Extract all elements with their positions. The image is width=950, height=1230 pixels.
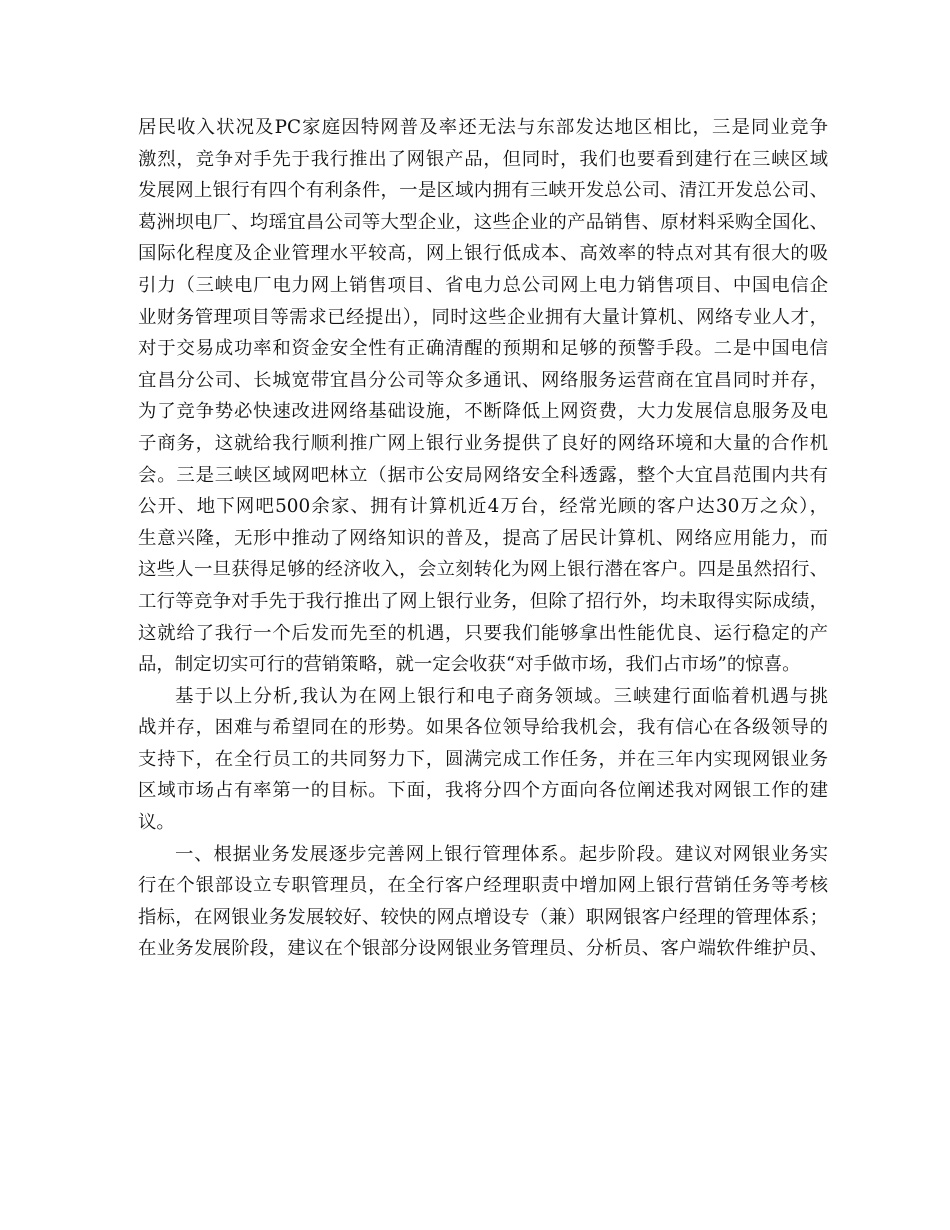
text-line: 国际化程度及企业管理水平较高，网上银行低成本、高效率的特点对其有很大的吸 xyxy=(138,243,828,265)
paragraph-3 xyxy=(138,839,828,965)
text-line: 议。 xyxy=(138,812,175,834)
text-line: 对于交易成功率和资金安全性有正确清醒的预期和足够的预警手段。二是中国电信 xyxy=(138,338,828,360)
text-line: 居民收入状况及PC家庭因特网普及率还无法与东部发达地区相比，三是同业竞争 xyxy=(138,117,828,138)
text-line: 为了竞争势必快速改进网络基础设施，不断降低上网资费，大力发展信息服务及电 xyxy=(138,401,828,423)
text-line: 一、根据业务发展逐步完善网上银行管理体系。起步阶段。建议对网银业务实 xyxy=(175,843,828,865)
paragraph-2 xyxy=(138,681,828,839)
text-line: 行在个银部设立专职管理员，在全行客户经理职责中增加网上银行营销任务等考核 xyxy=(138,875,828,897)
text-line: 子商务，这就给我行顺利推广网上银行业务提供了良好的网络环境和大量的合作机 xyxy=(138,432,828,454)
text-line: 宜昌分公司、长城宽带宜昌分公司等众多通讯、网络服务运营商在宜昌同时并存， xyxy=(138,369,828,391)
text-line: 发展网上银行有四个有利条件，一是区域内拥有三峡开发总公司、清江开发总公司、 xyxy=(138,180,828,202)
text-line: 工行等竞争对手先于我行推出了网上银行业务，但除了招行外，均未取得实际成绩， xyxy=(138,590,828,612)
text-line: 公开、地下网吧500余家、拥有计算机近4万台，经常光顾的客户达30万之众）， xyxy=(138,496,828,518)
text-line: 这就给了我行一个后发而先至的机遇，只要我们能够拿出性能优良、运行稳定的产 xyxy=(138,622,828,644)
text-line: 区域市场占有率第一的目标。下面，我将分四个方面向各位阐述我对网银工作的建 xyxy=(138,780,828,802)
text-line: 业财务管理项目等需求已经提出），同时这些企业拥有大量计算机、网络专业人才， xyxy=(138,306,828,328)
text-line: 这些人一旦获得足够的经济收入，会立刻转化为网上银行潜在客户。四是虽然招行、 xyxy=(138,559,828,581)
text-line: 会。三是三峡区域网吧林立（据市公安局网络安全科透露，整个大宜昌范围内共有 xyxy=(138,464,828,486)
text-line: 生意兴隆，无形中推动了网络知识的普及，提高了居民计算机、网络应用能力，而 xyxy=(138,527,828,549)
text-line: 基于以上分析,我认为在网上银行和电子商务领域。三峡建行面临着机遇与挑 xyxy=(175,685,828,707)
text-line: 战并存，困难与希望同在的形势。如果各位领导给我机会，我有信心在各级领导的 xyxy=(138,717,828,739)
text-line: 激烈，竞争对手先于我行推出了网银产品，但同时，我们也要看到建行在三峡区域 xyxy=(138,148,828,170)
document-body xyxy=(138,112,828,965)
text-line: 引力（三峡电厂电力网上销售项目、省电力总公司网上电力销售项目、中国电信企 xyxy=(138,274,828,296)
text-line: 指标，在网银业务发展较好、较快的网点增设专（兼）职网银客户经理的管理体系； xyxy=(138,906,828,928)
paragraph-1 xyxy=(138,112,828,681)
text-line: 支持下，在全行员工的共同努力下，圆满完成工作任务，并在三年内实现网银业务 xyxy=(138,748,828,770)
text-line: 在业务发展阶段，建议在个银部分设网银业务管理员、分析员、客户端软件维护员、 xyxy=(138,938,828,960)
text-line: 品，制定切实可行的营销策略，就一定会收获“对手做市场，我们占市场”的惊喜。 xyxy=(138,654,801,676)
text-line: 葛洲坝电厂、均瑶宜昌公司等大型企业，这些企业的产品销售、原材料采购全国化、 xyxy=(138,211,828,233)
